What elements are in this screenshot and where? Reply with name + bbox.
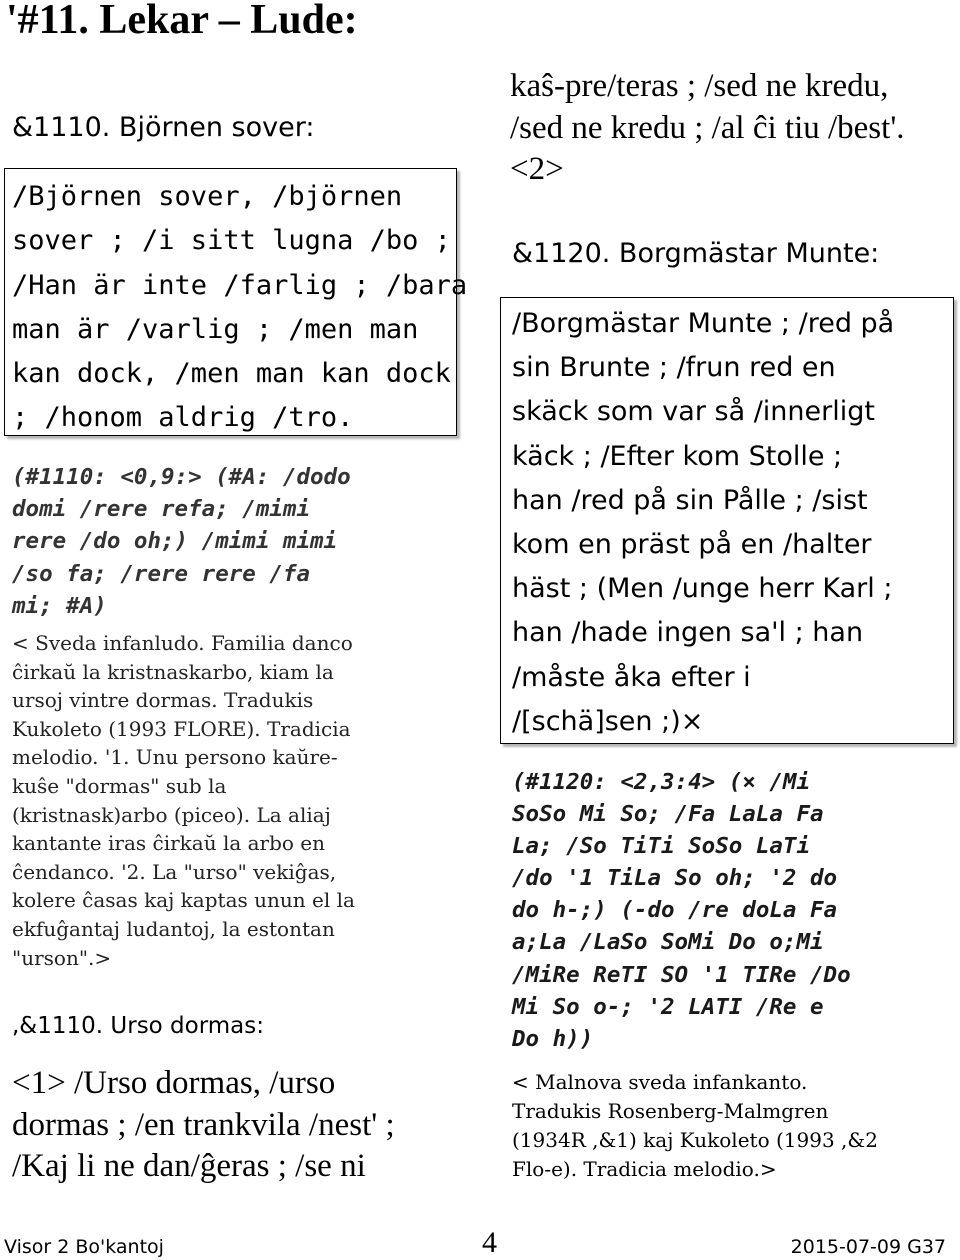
note-line: kuŝe "dormas" sub la (12, 773, 227, 798)
note-line: (kristnask)arbo (piceo). La aliaj (12, 802, 331, 827)
tune-notation-bjornen-sover (12, 461, 472, 622)
note-line: ekfuĝantaj ludantoj, la estontan (12, 916, 335, 941)
lyrics-line: /Kaj li ne dan/ĝeras ; /se ni (12, 1148, 366, 1184)
tune-line: /do '1 TiLa So oh; '2 do (512, 865, 838, 892)
footer-date-code: 2015-07-09 G37 (790, 1236, 946, 1258)
tune-line: Do h)) (512, 1025, 594, 1052)
lyrics-line: /måste åka efter i (512, 661, 751, 693)
tune-line: /so fa; /rere rere /fa (12, 560, 311, 587)
tune-line: SoSo Mi So; /Fa LaLa Fa (512, 801, 824, 828)
lyrics-line: /Borgmästar Munte ; /red på (512, 308, 895, 339)
lyrics-line: han /red på sin Pålle ; /sist (512, 484, 868, 516)
tune-line: do h-;) (-do /re doLa Fa (512, 897, 838, 924)
note-line: melodio. '1. Unu persono kaŭre- (12, 745, 338, 770)
lyrics-line: sin Brunte ; /frun red en (512, 352, 836, 384)
note-line: < Malnova sveda infankanto. (512, 1070, 808, 1094)
tune-line: Mi So o-; '2 LATI /Re e (512, 993, 824, 1020)
lyrics-line: /Björnen sover, /björnen (12, 181, 403, 212)
page-title: '#11. Lekar – Lude: (6, 0, 358, 43)
note-line: ĉirkaŭ la kristnaskarbo, kiam la (12, 659, 334, 684)
lyrics-line: skäck som var så /innerligt (512, 396, 875, 428)
lyrics-borgmastar-munte (512, 302, 952, 744)
lyrics-bjornen-sover (12, 175, 468, 441)
tune-line: domi /rere refa; /mimi (12, 496, 311, 523)
tune-line: mi; #A) (12, 592, 107, 619)
note-line: ĉendanco. '2. La "urso" vekiĝas, (12, 859, 337, 884)
note-bjornen-sover (12, 629, 462, 972)
note-line: kantante iras ĉirkaŭ la arbo en (12, 831, 326, 856)
tune-line: rere /do oh;) /mimi mimi (12, 528, 338, 555)
section-heading-urso-dormas: ,&1110. Urso dormas: (12, 1013, 265, 1039)
lyrics-line: /Han är inte /farlig ; /bara (12, 269, 468, 301)
lyrics-line: /[schä]sen ;)× (512, 705, 704, 737)
note-borgmastar-munte (512, 1068, 952, 1184)
tune-line: La; /So TiTi SoSo LaTi (512, 833, 811, 860)
lyrics-line: sover ; /i sitt lugna /bo ; (12, 225, 451, 257)
section-heading-borgmastar-munte: &1120. Borgmästar Munte: (512, 238, 880, 269)
lyrics-line: kan dock, /men man kan dock (12, 358, 451, 390)
lyrics-urso-dormas-part1 (12, 1063, 472, 1188)
lyrics-line: ; /honom aldrig /tro. (12, 402, 354, 434)
note-line: Tradukis Rosenberg-Malmgren (512, 1099, 829, 1123)
lyrics-line: dormas ; /en trankvila /nest' ; (12, 1106, 395, 1143)
tune-notation-borgmastar-munte (512, 766, 952, 1055)
lyrics-line: häst ; (Men /unge herr Karl ; (512, 573, 893, 605)
lyrics-urso-dormas-part2 (510, 66, 960, 191)
lyrics-line: <2> (510, 151, 564, 187)
note-line: "urson".> (12, 945, 112, 970)
lyrics-line: han /hade ingen sa'l ; han (512, 617, 864, 649)
tune-line: (#1120: <2,3:4> (× /Mi (512, 769, 811, 795)
lyrics-line: <1> /Urso dormas, /urso (12, 1065, 336, 1101)
tune-line: a;La /LaSo SoMi Do o;Mi (512, 929, 824, 956)
tune-line: (#1110: <0,9:> (#A: /dodo (12, 464, 351, 490)
note-line: kolere ĉasas kaj kaptas unun el la (12, 888, 355, 913)
note-line: < Sveda infanludo. Familia danco (12, 631, 353, 655)
lyrics-line: man är /varlig ; /men man (12, 313, 419, 345)
note-line: Flo-e). Tradicia melodio.> (512, 1157, 777, 1181)
section-heading-bjornen-sover: &1110. Björnen sover: (12, 112, 315, 143)
note-line: Kukoleto (1993 FLORE). Tradicia (12, 716, 351, 741)
lyrics-line: kaŝ-pre/teras ; /sed ne kredu, (510, 68, 889, 104)
tune-line: /MiRe ReTI SO '1 TIRe /Do (512, 961, 851, 988)
footer-page-number: 4 (482, 1226, 497, 1259)
lyrics-line: /sed ne kredu ; /al ĉi tiu /best'. (510, 109, 905, 146)
note-line: ursoj vintre dormas. Tradukis (12, 688, 314, 713)
lyrics-line: kom en präst på en /halter (512, 529, 872, 561)
lyrics-line: käck ; /Efter kom Stolle ; (512, 440, 843, 472)
footer-book-title: Visor 2 Bo'kantoj (4, 1236, 164, 1258)
note-line: (1934R ,&1) kaj Kukoleto (1993 ,&2 (512, 1128, 878, 1152)
